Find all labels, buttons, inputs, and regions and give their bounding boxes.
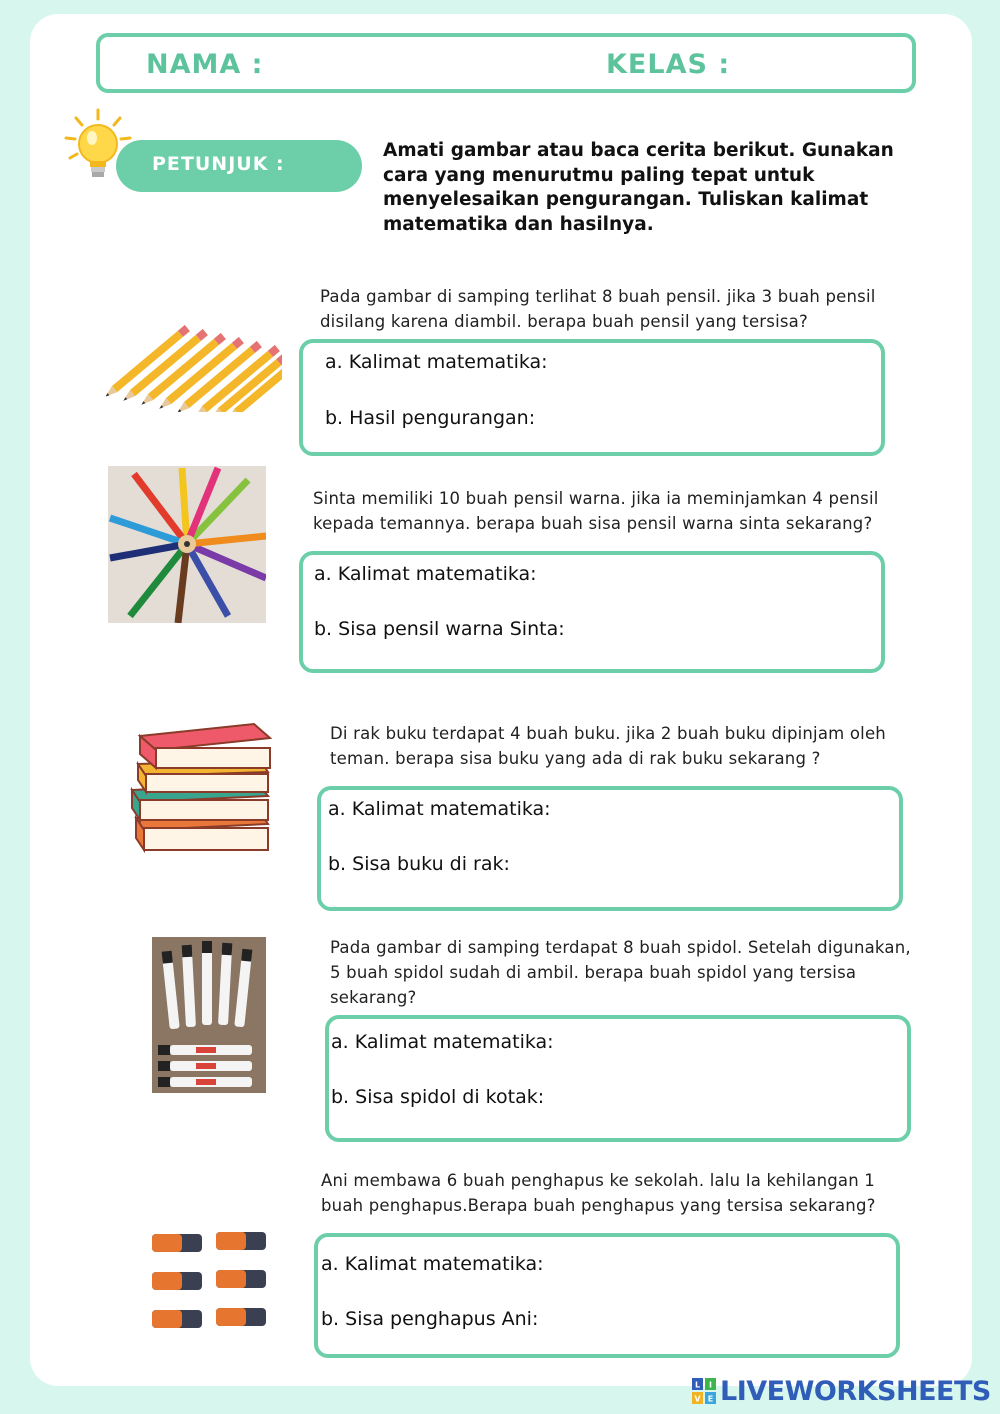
logo-letter: L [694, 1380, 701, 1390]
answer-2-line-a: a. Kalimat matematika: [314, 563, 537, 585]
instruction-text: Amati gambar atau baca cerita berikut. Gunakan cara yang menurutmu paling tepat untuk menyelesaikan pengurangan. Tuliskan kalimat matematika dan hasilnya. [383, 140, 894, 235]
question-3-text: Di rak buku terdapat 4 buah buku. jika 2 buah buku dipinjam oleh teman. berapa sisa buku yang ada di rak buku sekarang ? [330, 724, 886, 768]
kelas-label: KELAS : [606, 49, 731, 80]
markers-icon [152, 937, 266, 1093]
answer-5-line-a: a. Kalimat matematika: [321, 1253, 544, 1275]
answer-4-line-a: a. Kalimat matematika: [331, 1031, 554, 1053]
brand-name: LIVEWORKSHEETS [720, 1375, 991, 1407]
answer-5-line-b: b. Sisa penghapus Ani: [321, 1308, 539, 1330]
question-2-text: Sinta memiliki 10 buah pensil warna. jika ia meminjamkan 4 pensil kepada temannya. berapa buah sisa pensil warna sinta sekarang? [313, 489, 879, 533]
colored-pencils-icon [108, 466, 266, 623]
liveworksheets-logo [692, 1376, 991, 1406]
question-4-text: Pada gambar di samping terdapat 8 buah spidol. Setelah digunakan, 5 buah spidol sudah di ambil. berapa buah spidol yang tersisa sekarang? [330, 938, 911, 1007]
answer-box-4[interactable] [325, 1015, 911, 1142]
logo-letter: V [694, 1394, 701, 1404]
nama-label: NAMA : [146, 49, 264, 80]
student-info-box [96, 33, 916, 93]
answer-box-3[interactable] [317, 786, 903, 911]
liveworksheets-icon [692, 1378, 716, 1404]
logo-letter: I [709, 1380, 712, 1390]
answer-box-5[interactable] [314, 1233, 900, 1358]
answer-3-line-b: b. Sisa buku di rak: [328, 853, 510, 875]
pencils-icon [106, 312, 282, 412]
petunjuk-badge [116, 140, 362, 192]
logo-letter: E [707, 1394, 714, 1404]
question-5-text: Ani membawa 6 buah penghapus ke sekolah. lalu Ia kehilangan 1 buah penghapus.Berapa buah penghapus yang tersisa sekarang? [321, 1171, 876, 1215]
answer-3-line-a: a. Kalimat matematika: [328, 798, 551, 820]
erasers-icon [150, 1230, 270, 1332]
petunjuk-label: PETUNJUK : [152, 153, 285, 175]
question-1-text: Pada gambar di samping terlihat 8 buah pensil. jika 3 buah pensil disilang karena diambil. berapa buah pensil yang tersisa? [320, 287, 876, 331]
books-stack-icon [128, 720, 276, 856]
answer-1-line-a: a. Kalimat matematika: [325, 351, 548, 373]
answer-box-2[interactable] [299, 551, 885, 673]
answer-box-1[interactable] [299, 339, 885, 456]
answer-4-line-b: b. Sisa spidol di kotak: [331, 1086, 545, 1108]
answer-1-line-b: b. Hasil pengurangan: [325, 407, 536, 429]
answer-2-line-b: b. Sisa pensil warna Sinta: [314, 618, 565, 640]
